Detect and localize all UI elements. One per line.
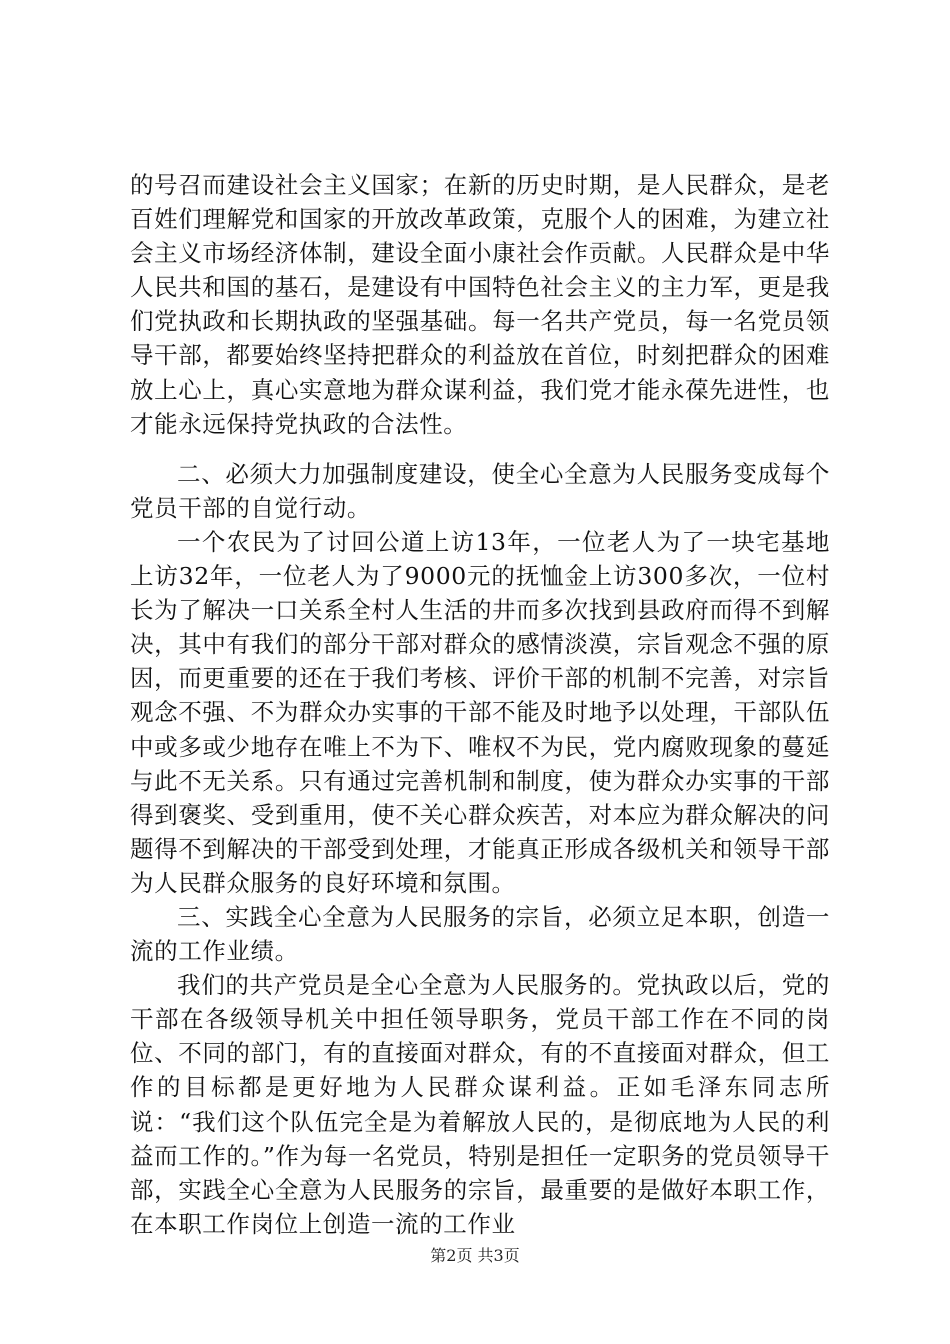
section-heading-2: 二、必须大力加强制度建设，使全心全意为人民服务变成每个党员干部的自觉行动。 [130, 459, 830, 522]
paragraph-2: 一个农民为了讨回公道上访13年，一位老人为了一块宅基地上访32年，一位老人为了9000元的抚恤金上访300多次，一位村长为了解决一口关系全村人生活的井而多次找到县政府而得不到解决，其中有我们的部分干部对群众的感情淡漠，宗旨观念不强的原因，而更重要的还在于我们考核、评价干部的机制不完善，对宗旨观念不强、不为群众办实事的干部不能及时地予以处理，干部队伍中或多或少地存在唯上不为下、唯权不为民，党内腐败现象的蔓延与此不无关系。只有通过完善机制和制度，使为群众办实事的干部得到褒奖、受到重用，使不关心群众疾苦，对本应为群众解决的问题得不到解决的干部受到处理，才能真正形成各级机关和领导干部为人民群众服务的良好环境和氛围。 [130, 527, 830, 897]
document-body [130, 168, 830, 1241]
paragraph-1: 的号召而建设社会主义国家；在新的历史时期，是人民群众，是老百姓们理解党和国家的开放改革政策，克服个人的困难，为建立社会主义市场经济体制，建设全面小康社会作贡献。人民群众是中华人民共和国的基石，是建设有中国特色社会主义的主力军，更是我们党执政和长期执政的坚强基础。每一名共产党员，每一名党员领导干部，都要始终坚持把群众的利益放在首位，时刻把群众的困难放上心上，真心实意地为群众谋利益，我们党才能永葆先进性，也才能永远保持党执政的合法性。 [130, 171, 830, 438]
paragraph-gap [130, 441, 830, 457]
page-footer: 第2页 共3页 [430, 1246, 520, 1265]
paragraph-3: 我们的共产党员是全心全意为人民服务的。党执政以后，党的干部在各级领导机关中担任领导职务，党员干部工作在不同的岗位、不同的部门，有的直接面对群众，有的不直接面对群众，但工作的目标都是更好地为人民群众谋利益。正如毛泽东同志所说：“我们这个队伍完全是为着解放人民的，是彻底地为人民的利益而工作的。”作为每一名党员，特别是担任一定职务的党员领导干部，实践全心全意为人民服务的宗旨，最重要的是做好本职工作，在本职工作岗位上创造一流的工作业 [130, 971, 830, 1238]
section-heading-3: 三、实践全心全意为人民服务的宗旨，必须立足本职，创造一流的工作业绩。 [130, 902, 830, 966]
